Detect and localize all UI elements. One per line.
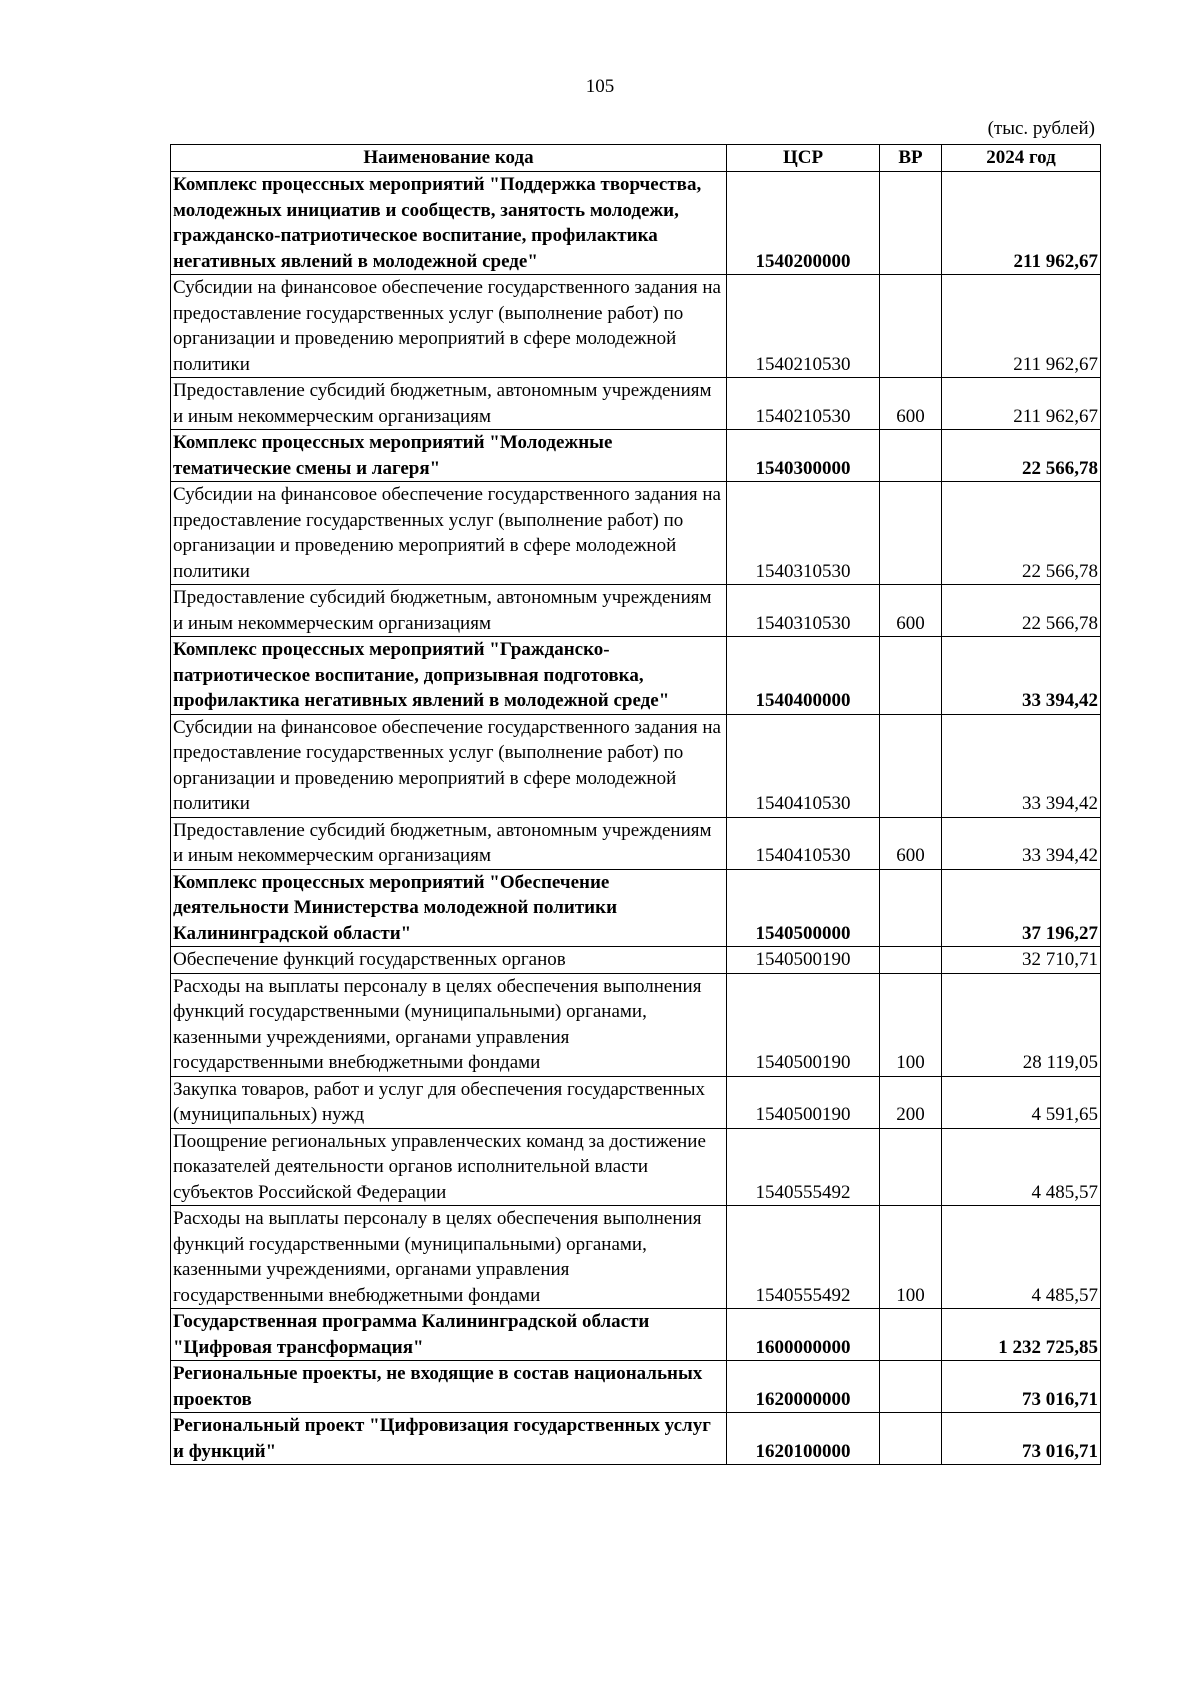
- row-name-cell: Закупка товаров, работ и услуг для обеспечения государственных (муниципальных) нужд: [171, 1076, 727, 1128]
- row-name-cell: Государственная программа Калининградской области "Цифровая трансформация": [171, 1309, 727, 1361]
- row-csr-cell: 1540410530: [727, 714, 880, 817]
- row-csr-cell: 1540555492: [727, 1206, 880, 1309]
- row-name-cell: Расходы на выплаты персоналу в целях обеспечения выполнения функций государственными (муниципальными) органами, казенными учреждениями, органами управления государственными внебюджетными фондами: [171, 1206, 727, 1309]
- row-sum-cell: 22 566,78: [942, 482, 1101, 585]
- row-csr-cell: 1620000000: [727, 1361, 880, 1413]
- row-sum-cell: 33 394,42: [942, 714, 1101, 817]
- table-row: [171, 430, 1101, 482]
- row-csr-cell: 1600000000: [727, 1309, 880, 1361]
- table-row: [171, 172, 1101, 275]
- row-name-cell: Комплекс процессных мероприятий "Молодежные тематические смены и лагеря": [171, 430, 727, 482]
- row-vr-cell: 100: [880, 1206, 942, 1309]
- row-name-cell: Расходы на выплаты персоналу в целях обеспечения выполнения функций государственными (муниципальными) органами, казенными учреждениями, органами управления государственными внебюджетными фондами: [171, 973, 727, 1076]
- header-year: 2024 год: [942, 145, 1101, 172]
- row-csr-cell: 1540210530: [727, 378, 880, 430]
- row-sum-cell: 22 566,78: [942, 585, 1101, 637]
- row-sum-cell: 37 196,27: [942, 869, 1101, 947]
- row-name-cell: Предоставление субсидий бюджетным, автономным учреждениям и иным некоммерческим организациям: [171, 378, 727, 430]
- row-vr-cell: [880, 430, 942, 482]
- row-csr-cell: 1540200000: [727, 172, 880, 275]
- row-sum-cell: 211 962,67: [942, 275, 1101, 378]
- row-name-cell: Комплекс процессных мероприятий "Поддержка творчества, молодежных инициатив и сообществ, занятость молодежи, гражданско-патриотическое воспитание, профилактика негативных явлений в молодежной среде": [171, 172, 727, 275]
- row-sum-cell: 32 710,71: [942, 947, 1101, 974]
- row-name-cell: Субсидии на финансовое обеспечение государственного задания на предоставление государственных услуг (выполнение работ) по организации и проведению мероприятий в сфере молодежной политики: [171, 482, 727, 585]
- table-row: [171, 869, 1101, 947]
- row-name-cell: Предоставление субсидий бюджетным, автономным учреждениям и иным некоммерческим организациям: [171, 817, 727, 869]
- row-csr-cell: 1540500190: [727, 1076, 880, 1128]
- row-vr-cell: [880, 869, 942, 947]
- row-csr-cell: 1540555492: [727, 1128, 880, 1206]
- row-name-cell: Обеспечение функций государственных органов: [171, 947, 727, 974]
- row-vr-cell: [880, 637, 942, 715]
- row-sum-cell: 4 591,65: [942, 1076, 1101, 1128]
- row-vr-cell: 600: [880, 378, 942, 430]
- budget-table: [170, 144, 1101, 1465]
- row-sum-cell: 4 485,57: [942, 1206, 1101, 1309]
- row-sum-cell: 33 394,42: [942, 637, 1101, 715]
- row-sum-cell: 33 394,42: [942, 817, 1101, 869]
- row-sum-cell: 73 016,71: [942, 1361, 1101, 1413]
- row-sum-cell: 22 566,78: [942, 430, 1101, 482]
- row-vr-cell: [880, 947, 942, 974]
- table-row: [171, 947, 1101, 974]
- row-vr-cell: [880, 1361, 942, 1413]
- units-label: (тыс. рублей): [987, 118, 1095, 139]
- table-row: [171, 817, 1101, 869]
- table-row: [171, 378, 1101, 430]
- row-sum-cell: 211 962,67: [942, 172, 1101, 275]
- row-csr-cell: 1540300000: [727, 430, 880, 482]
- table-row: [171, 1128, 1101, 1206]
- row-csr-cell: 1540310530: [727, 482, 880, 585]
- row-sum-cell: 211 962,67: [942, 378, 1101, 430]
- page-number: 105: [585, 76, 615, 97]
- row-vr-cell: [880, 714, 942, 817]
- row-vr-cell: [880, 1309, 942, 1361]
- table-row: [171, 482, 1101, 585]
- row-vr-cell: [880, 1128, 942, 1206]
- table-header-row: [171, 145, 1101, 172]
- row-vr-cell: [880, 482, 942, 585]
- row-name-cell: Субсидии на финансовое обеспечение государственного задания на предоставление государственных услуг (выполнение работ) по организации и проведению мероприятий в сфере молодежной политики: [171, 714, 727, 817]
- row-name-cell: Региональные проекты, не входящие в состав национальных проектов: [171, 1361, 727, 1413]
- row-vr-cell: [880, 172, 942, 275]
- row-name-cell: Комплекс процессных мероприятий "Обеспечение деятельности Министерства молодежной политики Калининградской области": [171, 869, 727, 947]
- table-row: [171, 714, 1101, 817]
- table-row: [171, 1206, 1101, 1309]
- row-vr-cell: [880, 275, 942, 378]
- row-csr-cell: 1540210530: [727, 275, 880, 378]
- table-row: [171, 1076, 1101, 1128]
- table-row: [171, 1361, 1101, 1413]
- row-csr-cell: 1540310530: [727, 585, 880, 637]
- table-row: [171, 275, 1101, 378]
- table-body: [171, 172, 1101, 1465]
- row-csr-cell: 1540410530: [727, 817, 880, 869]
- row-sum-cell: 1 232 725,85: [942, 1309, 1101, 1361]
- row-sum-cell: 73 016,71: [942, 1413, 1101, 1465]
- table-row: [171, 1413, 1101, 1465]
- row-csr-cell: 1540400000: [727, 637, 880, 715]
- table-row: [171, 973, 1101, 1076]
- table-row: [171, 1309, 1101, 1361]
- row-name-cell: Поощрение региональных управленческих команд за достижение показателей деятельности органов исполнительной власти субъектов Российской Федерации: [171, 1128, 727, 1206]
- row-csr-cell: 1540500190: [727, 947, 880, 974]
- row-sum-cell: 28 119,05: [942, 973, 1101, 1076]
- row-vr-cell: [880, 1413, 942, 1465]
- row-vr-cell: 600: [880, 585, 942, 637]
- row-name-cell: Региональный проект "Цифровизация государственных услуг и функций": [171, 1413, 727, 1465]
- row-csr-cell: 1540500190: [727, 973, 880, 1076]
- row-vr-cell: 100: [880, 973, 942, 1076]
- table-row: [171, 637, 1101, 715]
- header-csr: ЦСР: [727, 145, 880, 172]
- row-vr-cell: 600: [880, 817, 942, 869]
- row-name-cell: Комплекс процессных мероприятий "Гражданско-патриотическое воспитание, допризывная подготовка, профилактика негативных явлений в молодежной среде": [171, 637, 727, 715]
- header-name: Наименование кода: [171, 145, 727, 172]
- row-vr-cell: 200: [880, 1076, 942, 1128]
- table-row: [171, 585, 1101, 637]
- row-name-cell: Предоставление субсидий бюджетным, автономным учреждениям и иным некоммерческим организациям: [171, 585, 727, 637]
- row-csr-cell: 1620100000: [727, 1413, 880, 1465]
- row-sum-cell: 4 485,57: [942, 1128, 1101, 1206]
- row-name-cell: Субсидии на финансовое обеспечение государственного задания на предоставление государственных услуг (выполнение работ) по организации и проведению мероприятий в сфере молодежной политики: [171, 275, 727, 378]
- header-vr: ВР: [880, 145, 942, 172]
- row-csr-cell: 1540500000: [727, 869, 880, 947]
